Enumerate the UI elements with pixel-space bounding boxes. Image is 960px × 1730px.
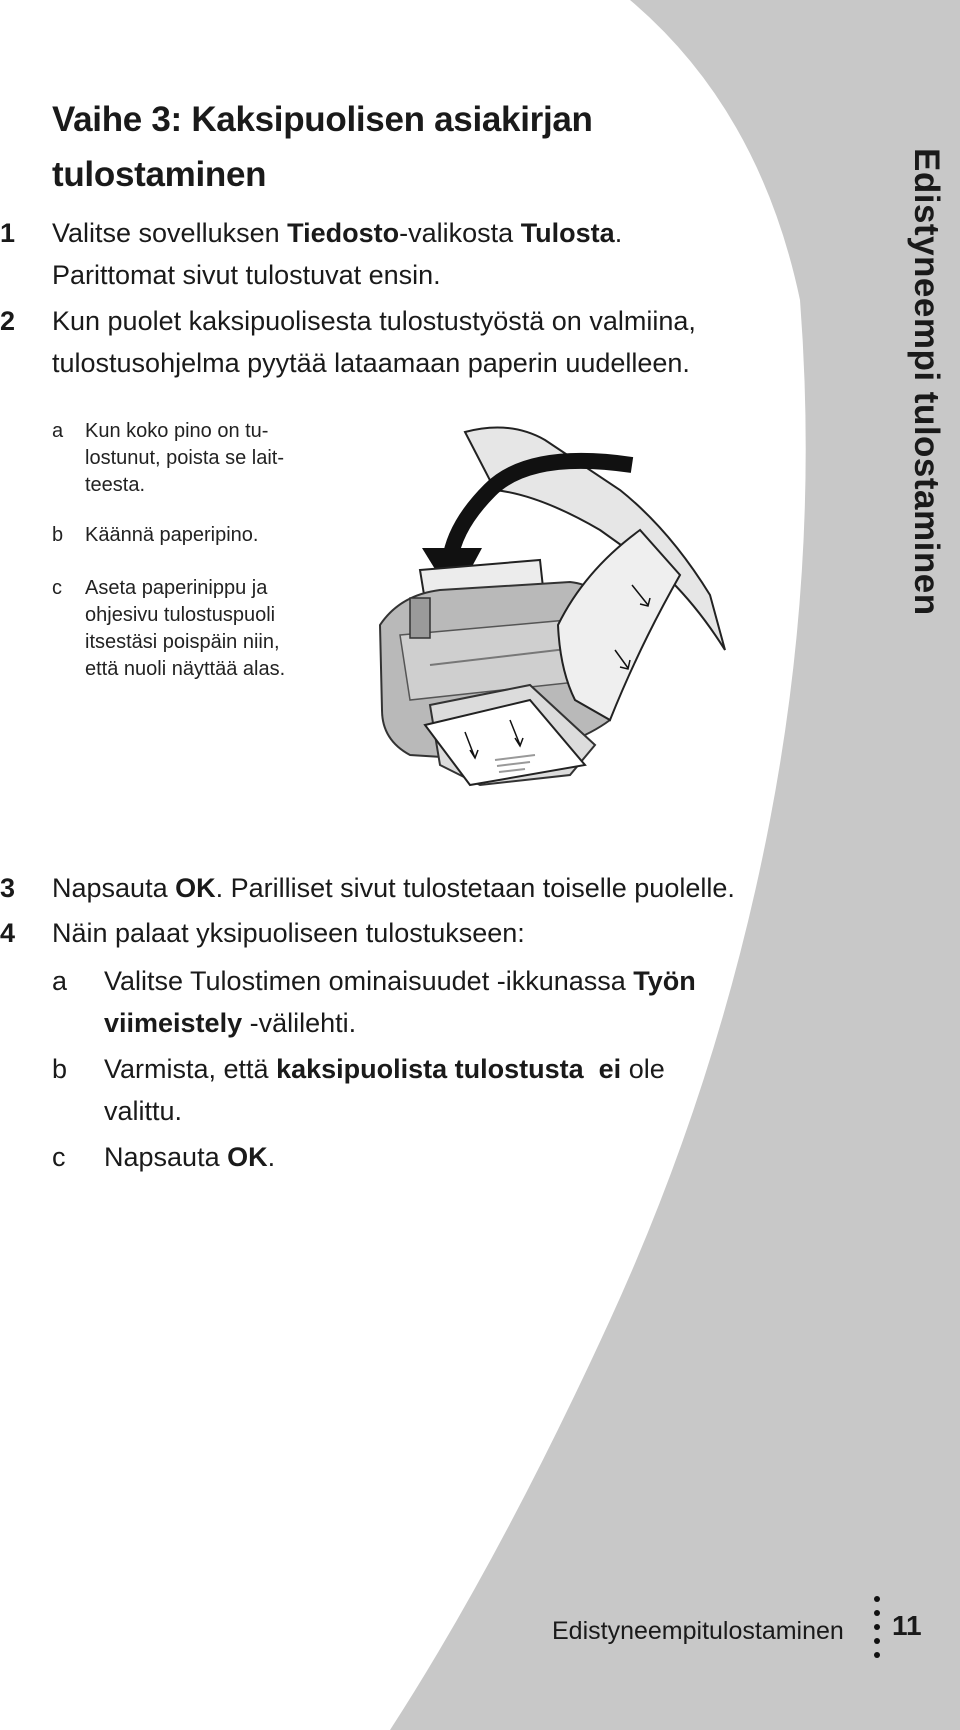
step-1 [0, 212, 820, 296]
option-name: kaksipuolista tulostusta [276, 1054, 584, 1084]
substep-text [584, 1054, 599, 1084]
step-4c [52, 1136, 872, 1178]
footer-title: Edistyneempitulostaminen [552, 1617, 844, 1645]
emphasis: ei [598, 1054, 622, 1084]
substep-letter: c [52, 1142, 66, 1172]
substep-text: Napsauta [104, 1142, 228, 1172]
printed-sheets-stack [558, 530, 680, 720]
substep-text: . [267, 1142, 276, 1172]
command-name: Tulosta [520, 218, 615, 248]
step-text: Näin palaat yksipuoliseen tulostukseen: [52, 918, 525, 948]
substep-text: Käännä paperipino. [85, 524, 259, 546]
substep-text: itsestäsi poispäin niin, [85, 631, 280, 653]
step-text: Parittomat sivut tulostuvat ensin. [52, 260, 441, 290]
substep-text: Varmista, että [104, 1054, 277, 1084]
step-2 [0, 300, 820, 384]
step-4a [52, 960, 872, 1044]
sidebar-title: Edistyneempi tulostaminen [907, 148, 946, 616]
step-text: . Parilliset sivut tulostetaan toiselle puolelle. [215, 873, 735, 903]
substep-letter: a [52, 966, 68, 996]
substep-text: Kun koko pino on tu- [85, 420, 269, 442]
substep-text: lostunut, poista se lait- [85, 447, 284, 469]
step-4 [0, 912, 900, 954]
button-name: OK [227, 1142, 268, 1172]
substep-text: valittu. [104, 1096, 183, 1126]
substep-text: ohjesivu tulostuspuoli [85, 604, 276, 626]
heading-line-1: Vaihe 3: Kaksipuolisen asiakirjan [52, 100, 593, 139]
page-heading [52, 92, 593, 202]
menu-name: Tiedosto [287, 218, 400, 248]
step-text: Kun puolet kaksipuolisesta tulostustyöstä on valmiina, [52, 306, 696, 336]
substep-text: teesta. [85, 474, 146, 496]
substep-letter: a [52, 420, 64, 442]
step-3 [0, 867, 900, 909]
substep-a [52, 418, 342, 499]
step-text: Napsauta [52, 873, 176, 903]
step-number: 3 [0, 873, 16, 903]
tab-name: Työn [633, 966, 696, 996]
step-text: . [614, 218, 623, 248]
substep-letter: b [52, 524, 64, 546]
footer-dots [874, 1596, 884, 1666]
substep-text: -välilehti. [242, 1008, 357, 1038]
substep-b [52, 522, 342, 549]
step-text: -valikosta [399, 218, 521, 248]
step-text: tulostusohjelma pyytää lataamaan paperin uudelleen. [52, 348, 690, 378]
substep-text: että nuoli näyttää alas. [85, 658, 286, 680]
substep-letter: c [52, 577, 62, 599]
substep-text: Aseta paperinippu ja [85, 577, 268, 599]
step-number: 1 [0, 218, 16, 248]
substep-letter: b [52, 1054, 68, 1084]
printer-duplex-illustration [370, 420, 740, 860]
step-text: Valitse sovelluksen [52, 218, 288, 248]
step-number: 4 [0, 918, 16, 948]
tab-name: viimeistely [104, 1008, 243, 1038]
heading-line-2: tulostaminen [52, 155, 267, 194]
substep-c [52, 575, 342, 683]
substep-text: ole [621, 1054, 665, 1084]
substep-text: Valitse Tulostimen ominaisuudet -ikkunassa [104, 966, 634, 996]
step-number: 2 [0, 306, 16, 336]
button-name: OK [175, 873, 216, 903]
page-number: 11 [892, 1610, 922, 1641]
step-4b [52, 1048, 872, 1132]
